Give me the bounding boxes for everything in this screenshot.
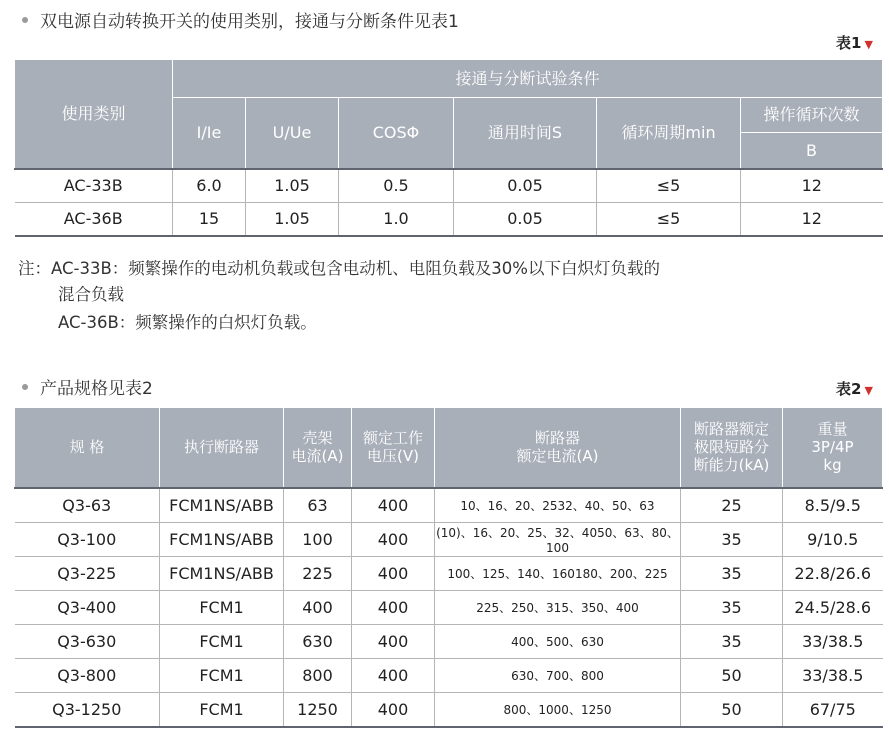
- header-rated-current: 断路器 额定电流(A): [435, 408, 681, 488]
- cell: Q3-100: [15, 522, 160, 556]
- table2-label-text: 表2: [836, 380, 862, 398]
- cell: 12: [741, 169, 883, 203]
- table-row: [15, 169, 883, 203]
- table-row: [15, 590, 883, 624]
- table-row: [15, 202, 883, 236]
- section2-heading: [22, 374, 153, 399]
- note-line-1: [18, 256, 660, 282]
- cell: 35: [681, 590, 783, 624]
- cell: 1.05: [246, 169, 339, 203]
- cell: 10、16、20、2532、40、50、63: [435, 488, 681, 523]
- cell: 630: [284, 624, 352, 658]
- cell: AC-33B: [15, 169, 173, 203]
- cell: 400: [352, 658, 435, 692]
- header-usage-category: 使用类别: [15, 60, 173, 169]
- cell: 35: [681, 624, 783, 658]
- cell: 400: [352, 522, 435, 556]
- cell: 400: [352, 488, 435, 523]
- cell: Q3-400: [15, 590, 160, 624]
- table-row: [15, 692, 883, 727]
- cell: 6.0: [173, 169, 246, 203]
- cell: 1250: [284, 692, 352, 727]
- table1-label: [836, 32, 873, 53]
- note-text-1: AC-33B：频繁操作的电动机负载或包含电动机、电阻负载及30%以下白炽灯负载的: [51, 259, 660, 278]
- cell: FCM1: [160, 692, 284, 727]
- cell: 400: [352, 624, 435, 658]
- cell: 24.5/28.6: [783, 590, 883, 624]
- red-arrow-icon: ▼: [864, 384, 873, 397]
- cell: Q3-630: [15, 624, 160, 658]
- cell: FCM1NS/ABB: [160, 488, 284, 523]
- cell: FCM1: [160, 658, 284, 692]
- cell: 9/10.5: [783, 522, 883, 556]
- table-row: [15, 658, 883, 692]
- cell: 35: [681, 522, 783, 556]
- note-line-3: AC-36B：频繁操作的白炽灯负载。: [58, 313, 317, 332]
- section1-heading: [22, 7, 459, 32]
- cell: 22.8/26.6: [783, 556, 883, 590]
- cell: 100: [284, 522, 352, 556]
- cell: (10)、16、20、25、32、4050、63、80、100: [435, 522, 681, 556]
- cell: 225: [284, 556, 352, 590]
- header-u-ue: U/Ue: [246, 98, 339, 169]
- table2-label: [836, 378, 873, 399]
- header-breaking-capacity: 断路器额定 极限短路分 断能力(kA): [681, 408, 783, 488]
- product-spec-table: [14, 407, 883, 728]
- cell: 1.0: [339, 202, 454, 236]
- note-prefix: 注：: [18, 259, 51, 278]
- cell: 33/38.5: [783, 624, 883, 658]
- cell: 50: [681, 658, 783, 692]
- cell: 400、500、630: [435, 624, 681, 658]
- cell: 63: [284, 488, 352, 523]
- cell: FCM1NS/ABB: [160, 522, 284, 556]
- cell: 800、1000、1250: [435, 692, 681, 727]
- cell: 0.05: [454, 202, 597, 236]
- table-row: [15, 488, 883, 523]
- header-cycle-period: 循环周期min: [597, 98, 741, 169]
- bullet-icon: [22, 384, 28, 390]
- cell: 400: [352, 692, 435, 727]
- table-row: [15, 522, 883, 556]
- cell: Q3-225: [15, 556, 160, 590]
- cell: Q3-63: [15, 488, 160, 523]
- cell: AC-36B: [15, 202, 173, 236]
- table-row: [15, 556, 883, 590]
- cell: 0.05: [454, 169, 597, 203]
- header-spec: 规 格: [15, 408, 160, 488]
- header-breaker: 执行断路器: [160, 408, 284, 488]
- cell: 8.5/9.5: [783, 488, 883, 523]
- cell: FCM1: [160, 624, 284, 658]
- header-operation-cycles: 操作循环次数: [741, 98, 883, 133]
- usage-category-table: [14, 59, 883, 237]
- cell: 400: [352, 590, 435, 624]
- cell: ≤5: [597, 169, 741, 203]
- header-i-ie: I/Ie: [173, 98, 246, 169]
- cell: 50: [681, 692, 783, 727]
- cell: Q3-1250: [15, 692, 160, 727]
- cell: 225、250、315、350、400: [435, 590, 681, 624]
- header-test-conditions: 接通与分断试验条件: [173, 60, 883, 98]
- cell: 0.5: [339, 169, 454, 203]
- cell: 630、700、800: [435, 658, 681, 692]
- note-line-2: 混合负载: [58, 285, 124, 304]
- header-rated-voltage: 额定工作 电压(V): [352, 408, 435, 488]
- header-cos-phi: COSΦ: [339, 98, 454, 169]
- cell: Q3-800: [15, 658, 160, 692]
- cell: 800: [284, 658, 352, 692]
- cell: 400: [284, 590, 352, 624]
- cell: 25: [681, 488, 783, 523]
- red-arrow-icon: ▼: [864, 38, 873, 51]
- cell: 33/38.5: [783, 658, 883, 692]
- cell: ≤5: [597, 202, 741, 236]
- cell: 15: [173, 202, 246, 236]
- cell: 67/75: [783, 692, 883, 727]
- cell: 100、125、140、160180、200、225: [435, 556, 681, 590]
- bullet-icon: [22, 17, 28, 23]
- header-weight: 重量 3P/4P kg: [783, 408, 883, 488]
- header-operation-cycles-b: B: [741, 133, 883, 169]
- table-row: [15, 624, 883, 658]
- cell: 35: [681, 556, 783, 590]
- cell: 12: [741, 202, 883, 236]
- cell: 1.05: [246, 202, 339, 236]
- cell: FCM1NS/ABB: [160, 556, 284, 590]
- header-on-time: 通用时间S: [454, 98, 597, 169]
- cell: FCM1: [160, 590, 284, 624]
- cell: 400: [352, 556, 435, 590]
- section2-heading-text: 产品规格见表2: [40, 379, 153, 399]
- header-frame-current: 壳架 电流(A): [284, 408, 352, 488]
- table1-label-text: 表1: [836, 34, 862, 52]
- section1-heading-text: 双电源自动转换开关的使用类别，接通与分断条件见表1: [40, 12, 459, 32]
